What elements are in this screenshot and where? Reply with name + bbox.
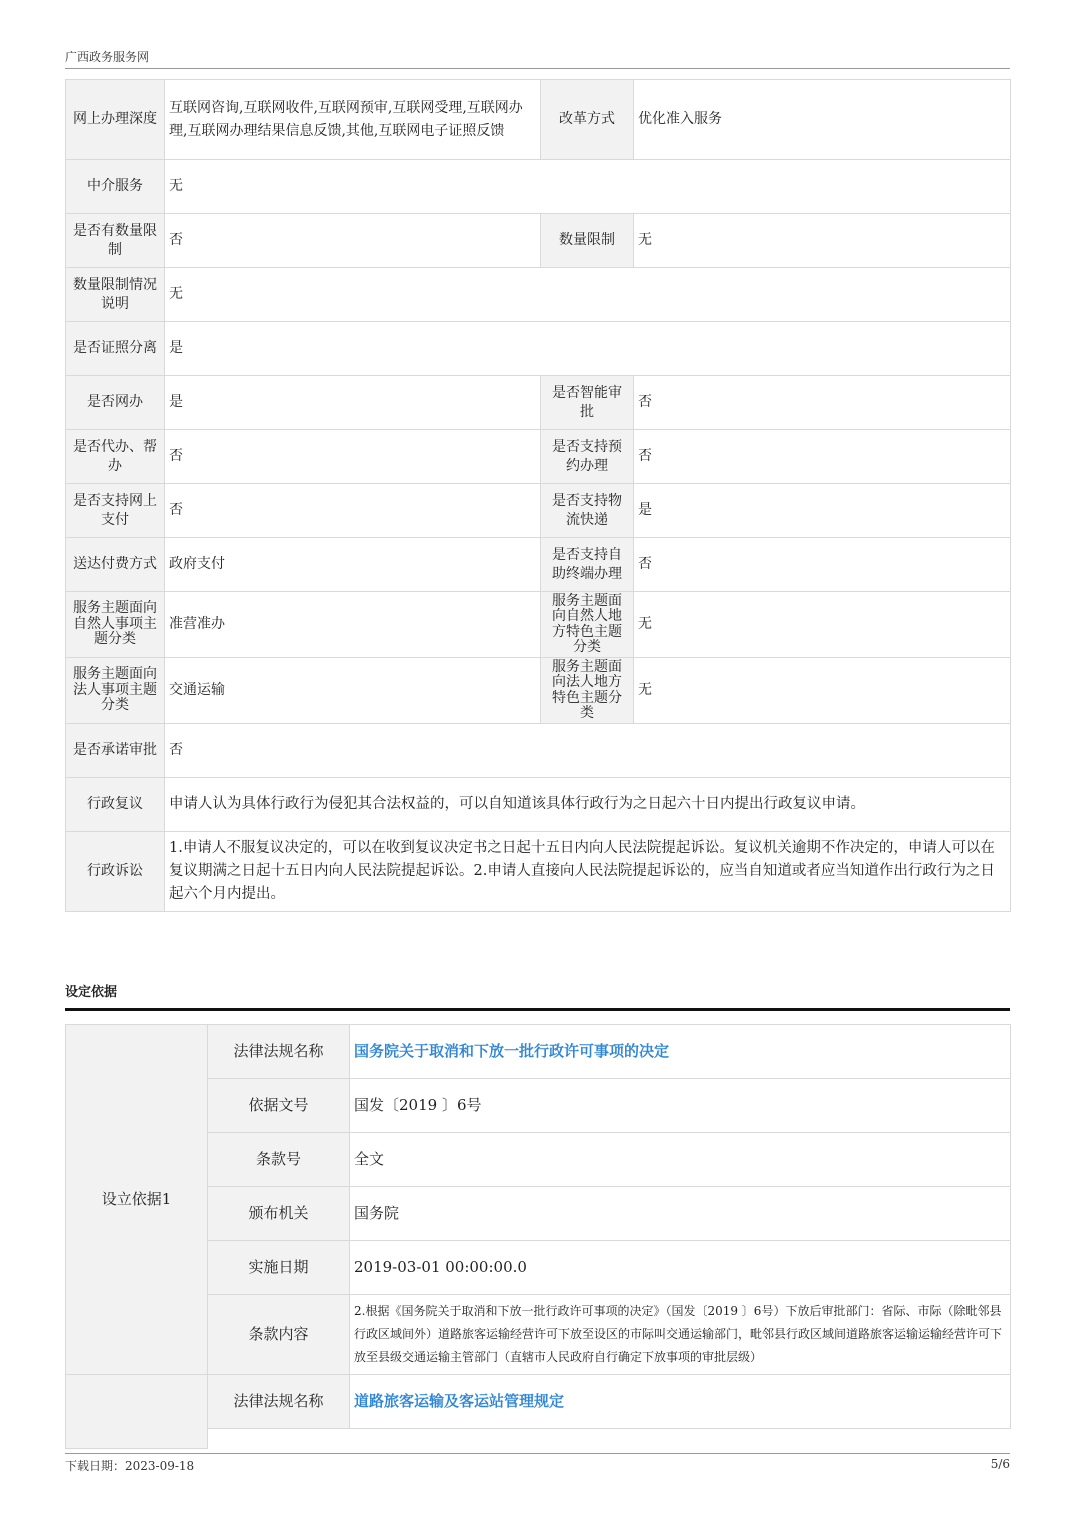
label-clause-no: 条款号: [208, 1133, 350, 1187]
value-legal-person-local-theme: 无: [634, 658, 1011, 724]
value-agency: 否: [165, 430, 541, 484]
label-express-delivery: 是否支持物流快递: [541, 484, 634, 538]
row-quantity-note: [66, 268, 1011, 322]
label-reform-method: 改革方式: [541, 80, 634, 160]
site-footer: [65, 1453, 1010, 1474]
value-quantity-limit: 无: [634, 214, 1011, 268]
label-law-name: 法律法规名称: [208, 1025, 350, 1079]
value-online-handling: 是: [165, 376, 541, 430]
label-online-payment: 是否支持网上支付: [66, 484, 165, 538]
section-divider: [65, 1008, 1010, 1011]
page-number: 5/6: [990, 1457, 1010, 1471]
value-law-name: [350, 1025, 1011, 1079]
site-header: [65, 48, 1010, 69]
value-has-quantity-limit: 否: [165, 214, 541, 268]
row-administrative-litigation: [66, 832, 1011, 912]
label-law-name-2: 法律法规名称: [208, 1375, 350, 1429]
law-name-link[interactable]: 国务院关于取消和下放一批行政许可事项的决定: [354, 1041, 670, 1060]
site-name: 广西政务服务网: [65, 50, 150, 64]
value-smart-approval: 否: [634, 376, 1011, 430]
download-date: 下载日期：2023-09-18: [65, 1459, 195, 1473]
row-natural-person-theme: [66, 592, 1011, 658]
row-online-handling: [66, 376, 1011, 430]
value-issuer: 国务院: [350, 1187, 1011, 1241]
label-natural-person-theme: 服务主题面向自然人事项主题分类: [66, 592, 165, 658]
value-doc-no: 国发〔2019 〕6号: [350, 1079, 1011, 1133]
row-administrative-review: [66, 778, 1011, 832]
basis-row-doc-no: [66, 1079, 1011, 1133]
basis-row-clause-no: [66, 1133, 1011, 1187]
label-agency: 是否代办、帮办: [66, 430, 165, 484]
label-quantity-limit: 数量限制: [541, 214, 634, 268]
basis-table: [65, 1024, 1011, 1449]
row-license-separation: [66, 322, 1011, 376]
basis-row-effective-date: [66, 1241, 1011, 1295]
info-table: [65, 79, 1011, 912]
value-law-name-2: [350, 1375, 1011, 1429]
value-natural-person-local-theme: 无: [634, 592, 1011, 658]
row-quantity-limit: [66, 214, 1011, 268]
value-reform-method: 优化准入服务: [634, 80, 1011, 160]
basis-row-clause-content: [66, 1295, 1011, 1375]
value-clause-content: 2.根据《国务院关于取消和下放一批行政许可事项的决定》（国发〔2019 〕6号）下放后审批部门：省际、市际（除毗邻县行政区域间外）道路旅客运输经营许可下放至设区的市际叫交通运输部门，毗邻县行政区域间道路旅客运输运输经营许可下放至县级交通运输主管部门（直辖市人民政府自行确定下放事项的审批层级）: [350, 1295, 1011, 1375]
value-administrative-review: 申请人认为具体行政行为侵犯其合法权益的，可以自知道该具体行政行为之日起六十日内提出行政复议申请。: [165, 778, 1011, 832]
value-express-delivery: 是: [634, 484, 1011, 538]
continuation-spacer: [208, 1429, 350, 1449]
label-online-depth: 网上办理深度: [66, 80, 165, 160]
value-delivery-fee: 政府支付: [165, 538, 541, 592]
section-title-basis: 设定依据: [65, 985, 118, 1000]
label-issuer: 颁布机关: [208, 1187, 350, 1241]
value-online-payment: 否: [165, 484, 541, 538]
row-agency: [66, 430, 1011, 484]
value-appointment: 否: [634, 430, 1011, 484]
label-administrative-litigation: 行政诉讼: [66, 832, 165, 912]
label-natural-person-local-theme: 服务主题面向自然人地方特色主题分类: [541, 592, 634, 658]
row-legal-person-theme: [66, 658, 1011, 724]
value-license-separation: 是: [165, 322, 1011, 376]
row-delivery-fee: [66, 538, 1011, 592]
basis-group-label-2: [66, 1375, 208, 1449]
basis-row-issuer: [66, 1187, 1011, 1241]
basis-row-law-name-2: [66, 1375, 1011, 1429]
label-legal-person-theme: 服务主题面向法人事项主题分类: [66, 658, 165, 724]
label-clause-content: 条款内容: [208, 1295, 350, 1375]
law-name-link-2[interactable]: 道路旅客运输及客运站管理规定: [354, 1391, 565, 1410]
label-administrative-review: 行政复议: [66, 778, 165, 832]
value-intermediary: 无: [165, 160, 1011, 214]
label-intermediary: 中介服务: [66, 160, 165, 214]
value-administrative-litigation: 1.申请人不服复议决定的，可以在收到复议决定书之日起十五日内向人民法院提起诉讼。复议机关逾期不作决定的，申请人可以在复议期满之日起十五日内向人民法院提起诉讼。2.申请人直接向人民法院提起诉讼的，应当自知道或者应当知道作出行政行为之日起六个月内提出。: [165, 832, 1011, 912]
row-commitment-approval: [66, 724, 1011, 778]
label-self-service-terminal: 是否支持自助终端办理: [541, 538, 634, 592]
label-legal-person-local-theme: 服务主题面向法人地方特色主题分类: [541, 658, 634, 724]
label-has-quantity-limit: 是否有数量限制: [66, 214, 165, 268]
label-license-separation: 是否证照分离: [66, 322, 165, 376]
basis-row-law-name: [66, 1025, 1011, 1079]
value-clause-no: 全文: [350, 1133, 1011, 1187]
continuation-spacer: [350, 1429, 1011, 1449]
basis-row-continuation: [66, 1429, 1011, 1449]
label-delivery-fee: 送达付费方式: [66, 538, 165, 592]
value-commitment-approval: 否: [165, 724, 1011, 778]
value-online-depth: 互联网咨询,互联网收件,互联网预审,互联网受理,互联网办理,互联网办理结果信息反馈,其他,互联网电子证照反馈: [165, 80, 541, 160]
label-appointment: 是否支持预约办理: [541, 430, 634, 484]
value-natural-person-theme: 准营准办: [165, 592, 541, 658]
value-effective-date: 2019-03-01 00:00:00.0: [350, 1241, 1011, 1295]
label-smart-approval: 是否智能审批: [541, 376, 634, 430]
label-effective-date: 实施日期: [208, 1241, 350, 1295]
value-legal-person-theme: 交通运输: [165, 658, 541, 724]
value-quantity-note: 无: [165, 268, 1011, 322]
label-doc-no: 依据文号: [208, 1079, 350, 1133]
label-quantity-note: 数量限制情况说明: [66, 268, 165, 322]
label-online-handling: 是否网办: [66, 376, 165, 430]
row-intermediary: [66, 160, 1011, 214]
basis-group-label: 设立依据1: [66, 1025, 208, 1375]
label-commitment-approval: 是否承诺审批: [66, 724, 165, 778]
row-online-depth: [66, 80, 1011, 160]
value-self-service-terminal: 否: [634, 538, 1011, 592]
row-online-payment: [66, 484, 1011, 538]
